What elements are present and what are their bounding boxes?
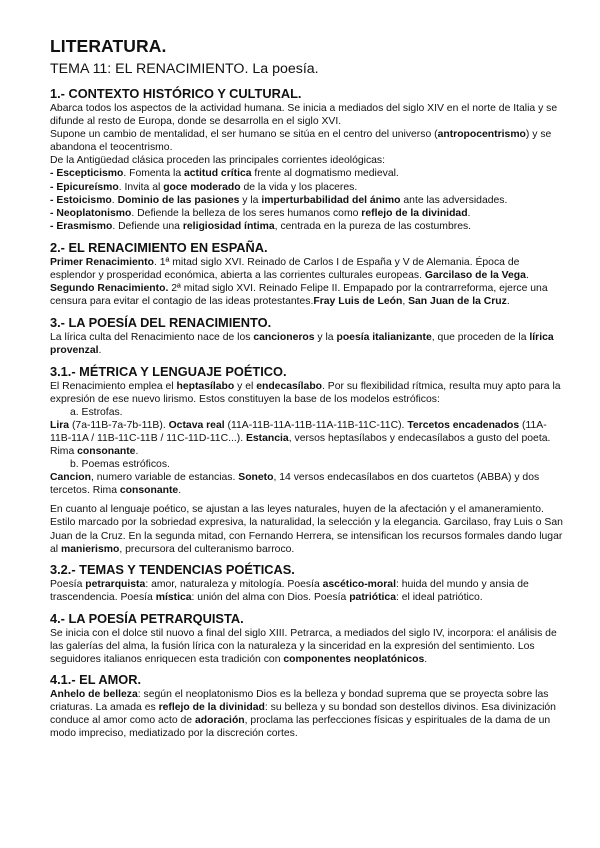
topic-title: TEMA 11: EL RENACIMIENTO. La poesía. bbox=[50, 61, 319, 77]
segundo-renacimiento-paragraph: Segundo Renacimiento. 2ª mitad siglo XVI. Reinado Felipe II. Empapado por la contrarreforma, ejerce una censura para evitar el contagio de las ideas protestantes.Fray Luis de León, San Juan de la Cruz. bbox=[50, 283, 548, 308]
section-4-1-heading: 4.1.- EL AMOR. bbox=[50, 672, 142, 688]
current-estoicismo: - Estoicismo. Dominio de las pasiones y la imperturbabilidad del ánimo ante las adversidades. bbox=[50, 194, 508, 206]
current-erasmismo: - Erasmismo. Defiende una religiosidad íntima, centrada en la pureza de las costumbres. bbox=[50, 220, 472, 232]
section-3-1-heading: 3.1.- MÉTRICA Y LENGUAJE POÉTICO. bbox=[50, 363, 287, 379]
primer-renacimiento-paragraph: Primer Renacimiento. 1ª mitad siglo XVI. Reinado de Carlos I de España y V de Alemania. Época de esplendor y prosperidad económica, abierta a las corrientes culturales europeas. Garcilaso de la Vega. bbox=[50, 256, 529, 282]
section-3-2-heading: 3.2.- TEMAS Y TENDENCIAS POÉTICAS. bbox=[50, 561, 295, 577]
love-paragraph: Anhelo de belleza: según el neoplatonismo Dios es la belleza y bondad suprema que se proyecta sobre las criaturas. La amada es reflejo de la divinidad: su belleza y su bondad son destellos divinos. Esa divinización conduce al amor como acto de adoración, proclama las perfecciones físicas y espirituales de la dama de un modo impreciso, mediatizado por la discreción cortes. bbox=[50, 689, 556, 740]
section-4-paragraph: Se inicia con el dolce stil nuovo a final del siglo XIII. Petrarca, a mediados del siglo IV, incorpora: el análisis de las galerías del alma, la fusión lírica con la naturaleza y la sinceridad en la expresión del sentimiento. Los seguidores italianos enriquecen esta tradición con componentes neoplatónicos. bbox=[50, 627, 557, 666]
section-3-heading: 3.- LA POESÍA DEL RENACIMIENTO. bbox=[50, 315, 272, 331]
section-3-paragraph: La lírica culta del Renacimiento nace de los cancioneros y la poesía italianizante, que proceden de la lírica provenzal. bbox=[50, 332, 554, 357]
section-1-currents-intro: De la Antigüedad clásica proceden las principales corrientes ideológicas: bbox=[50, 155, 386, 167]
poetic-language-paragraph: En cuanto al lenguaje poético, se ajustan a las leyes naturales, huyen de la afectación y el amaneramiento. Estilo marcado por la sobriedad expresiva, la naturalidad, la selección y la elegancia. Garcilaso, fray Luis o San Juan de la Cruz. En la segunda mitad, con Fernando Herrera, se intensifican los recursos formales dando lugar al manierismo, precursora del culteranismo barroco. bbox=[50, 504, 563, 555]
current-escepticismo: - Escepticismo. Fomenta la actitud crítica frente al dogmatismo medieval. bbox=[50, 168, 399, 180]
list-item-estrofas: a. Estrofas. bbox=[70, 406, 123, 418]
page-title: LITERATURA. bbox=[50, 36, 167, 56]
section-1-heading: 1.- CONTEXTO HISTÓRICO Y CULTURAL. bbox=[50, 86, 302, 101]
section-1-intro: Abarca todos los aspectos de la actividad humana. Se inicia a mediados del siglo XIV en el norte de Italia y se difunde al resto de Europa, donde se desarrolla en el siglo XVI. bbox=[50, 103, 558, 128]
section-2-heading: 2.- EL RENACIMIENTO EN ESPAÑA. bbox=[50, 239, 268, 255]
list-item-poemas-estroficos: b. Poemas estróficos. bbox=[70, 459, 170, 471]
themes-paragraph: Poesía petrarquista: amor, naturaleza y mitología. Poesía ascético-moral: huida del mundo y ansia de trascendencia. Poesía mística: unión del alma con Dios. Poesía patriótica: el ideal patriótico. bbox=[50, 578, 529, 603]
estrofas-paragraph: Lira (7a-11B-7a-7b-11B). Octava real (11A-11B-11A-11B-11A-11B-11C-11C). Tercetos encadenados (11A-11B-11A / 11B-11C-11B / 11C-11D-11C...). Estancia, versos heptasílabos y endecasílabos a gusto del poeta. Rima consonante. bbox=[50, 419, 551, 457]
poemas-estroficos-paragraph: Cancion, numero variable de estancias. Soneto, 14 versos endecasílabos en dos cuartetos (ABBA) y dos tercetos. Rima consonante. bbox=[50, 472, 540, 497]
section-4-heading: 4.- LA POESÍA PETRARQUISTA. bbox=[50, 610, 244, 626]
metrics-paragraph: El Renacimiento emplea el heptasílabo y el endecasílabo. Por su flexibilidad rítmica, resulta muy apto para la expresión de ese nuevo lirismo. Estos constituyen la base de los modelos estróficos: bbox=[50, 380, 561, 405]
current-epicureismo: - Epicureísmo. Invita al goce moderado de la vida y los placeres. bbox=[50, 181, 358, 193]
section-1-mentality: Supone un cambio de mentalidad, el ser humano se sitúa en el centro del universo (antropocentrismo) y se abandona el teocentrismo. bbox=[50, 129, 552, 154]
current-neoplatonismo: - Neoplatonismo. Defiende la belleza de los seres humanos como reflejo de la divinidad. bbox=[50, 207, 471, 219]
